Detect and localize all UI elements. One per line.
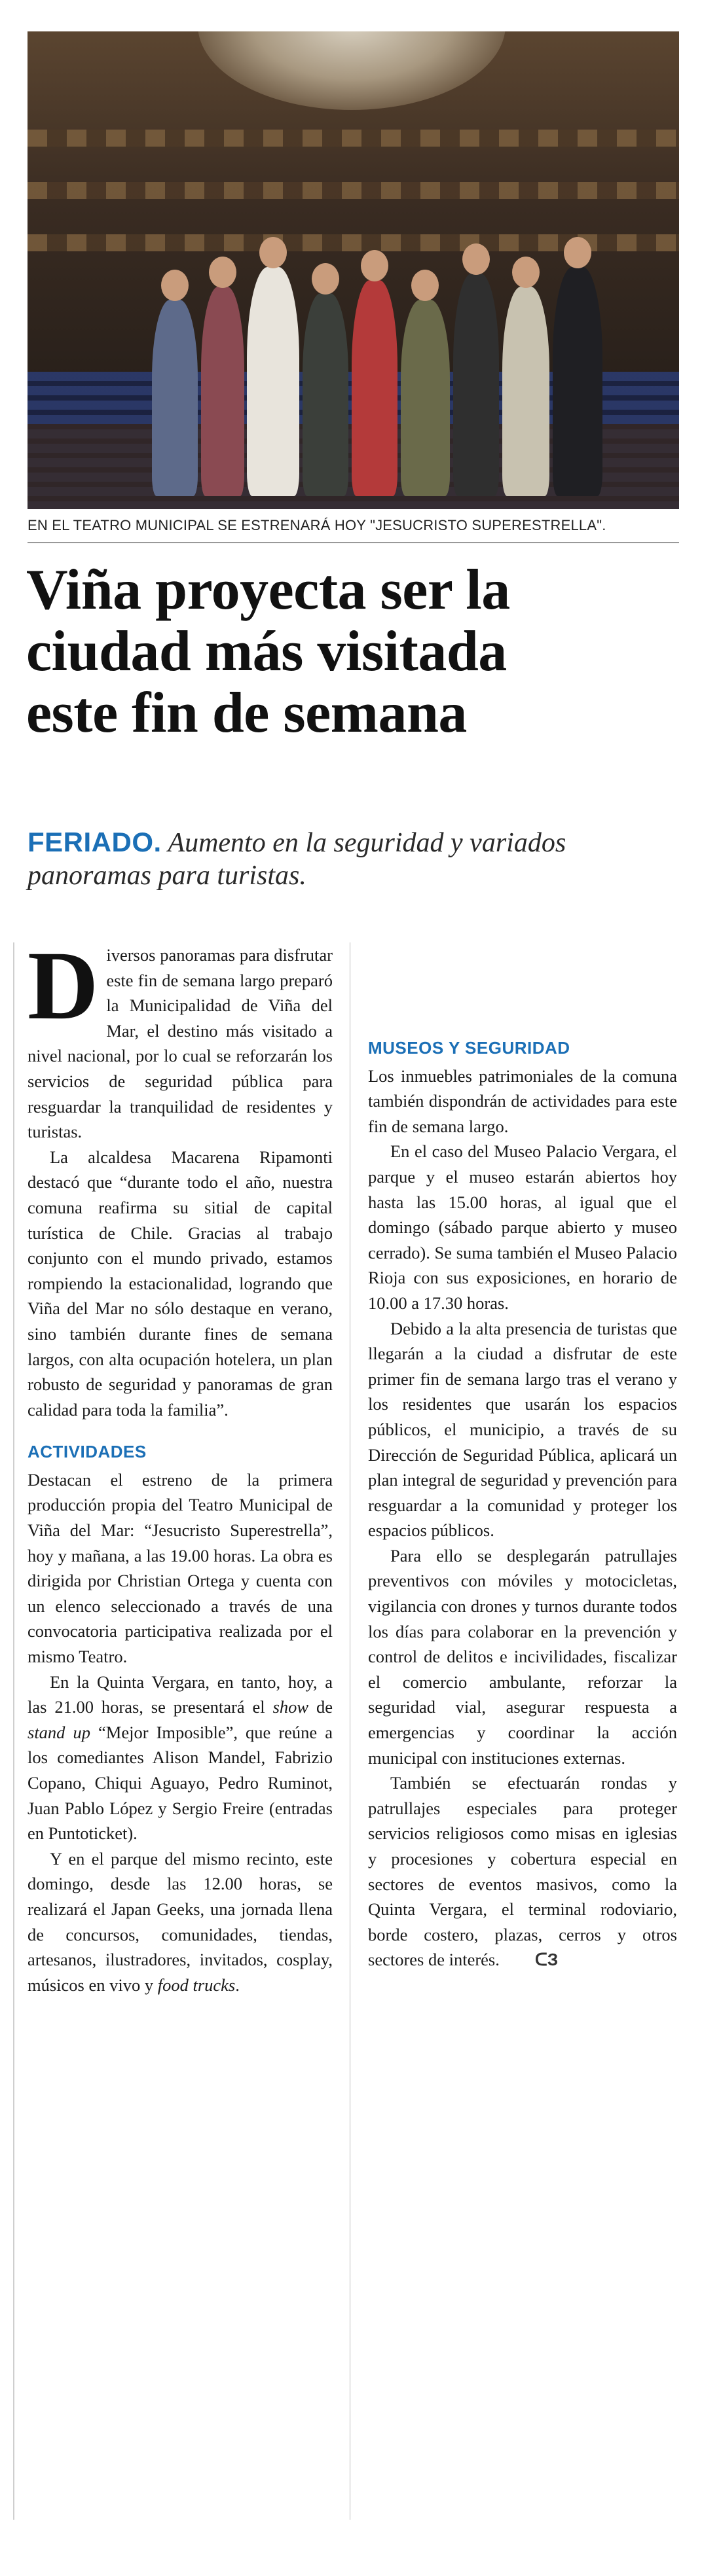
caption-rule [28, 542, 679, 543]
article-paragraph: En el caso del Museo Palacio Vergara, el parque y el museo estarán abiertos hoy hasta las 15.00 horas, al igual que el domingo (sábado parque abierto y museo cerrado). Se suma también el Museo Palacio Rioja con sus exposiciones, en horario de 10.00 a 17.30 horas. [368, 1141, 677, 1313]
cast-member [152, 300, 198, 496]
headline-line: ciudad más visitada [26, 620, 507, 683]
headline-line: este fin de semana [26, 681, 467, 745]
article-paragraph: Los inmuebles patrimoniales de la comuna también dispondrán de actividades para este fin de semana largo. [368, 1065, 677, 1136]
article-paragraph: Debido a la alta presencia de turistas que llegarán a la ciudad a disfrutar de este primer fin de semana largo tras el verano y los residentes que usarán los espacios públicos, el municipio, a través de su Dirección de Seguridad Pública, aplicará un plan integral de seguridad y prevención para resguardar a la comunidad y proteger los espacios públicos. [368, 1318, 677, 1541]
article-paragraph: En la Quinta Vergara, en tanto, hoy, a las 21.00 horas, se presentará el show de stand up “Mejor Imposible”, que reúne a los comediantes Alison Mandel, Fabrizio Copano, Chiqui Aguayo, Pedro Ruminot, Juan Pablo López y Sergio Freire (entradas en Puntoticket). [28, 1672, 333, 1844]
section-heading-actividades: ACTIVIDADES [28, 1442, 147, 1462]
article-paragraph: Diversos panoramas para disfrutar este fin de semana largo preparó la Municipalidad de Viña del Mar, el destino más visitado a nivel nacional, por lo cual se reforzarán los servicios de seguridad pública para resguardar la tranquilidad de residentes y turistas. [28, 931, 333, 1142]
headline-line: Viña proyecta ser la [26, 558, 510, 622]
cast-member [247, 267, 299, 496]
cast-group [139, 215, 637, 496]
subheadline [28, 826, 682, 892]
photo-caption: EN EL TEATRO MUNICIPAL SE ESTRENARÁ HOY "JESUCRISTO SUPERESTRELLA". [28, 517, 606, 533]
cast-member [401, 300, 450, 496]
cast-member [352, 280, 397, 496]
balcony [28, 130, 679, 147]
article-paragraph: Y en el parque del mismo recinto, este domingo, desde las 12.00 horas, se realizará el Japan Geeks, una jornada llena de concursos, comunidades, tiendas, artesanos, ilustradores, invitados, cosplay, músicos en vivo y food trucks. [28, 1848, 333, 1995]
drop-cap: D [28, 931, 99, 1040]
theater-dome [198, 31, 506, 110]
article-column-left [28, 931, 333, 1997]
cast-member [502, 287, 549, 496]
balcony [28, 182, 679, 199]
cast-member [303, 293, 348, 496]
subheadline-text: Aumento en la seguridad y variados panoramas para turistas. [28, 828, 566, 891]
section-kicker: FERIADO. [28, 827, 162, 857]
article-paragraph: La alcaldesa Macarena Ripamonti destacó que “durante todo el año, nuestra comuna reafirma su sitial de capital turística de Chile. Gracias al trabajo conjunto con el mundo privado, estamos rompiendo la estacionalidad, logrando que Viña del Mar no sólo destaque en verano, sino también durante fines de semana largos, con alta ocupación hotelera, un plan robusto de seguridad y panoramas de gran calidad para toda la familia”. [28, 1147, 333, 1420]
article-column-right [368, 919, 677, 1973]
article-paragraph: Para ello se desplegarán patrullajes preventivos con móviles y motocicletas, vigilancia con drones y turnos durante todos los días para colaborar en la prevención y control de delitos e incivilidades, fiscalizar el comercio ambulante, reforzar la seguridad vial, asegurar respuesta a emergencias y coordinar la acción municipal con instituciones externas. [368, 1545, 677, 1768]
article-paragraph: Destacan el estreno de la primera producción propia del Teatro Municipal de Viña del Mar: “Jesucristo Superestrella”, hoy y mañana, a las 19.00 horas. La obra es dirigida por Christian Ortega y cuenta con un elenco seleccionado a través de una convocatoria participativa realizada por el mismo Teatro. [28, 1469, 333, 1667]
article-paragraph: También se efectuarán rondas y patrullajes especiales para proteger servicios religiosos como misas en iglesias y procesiones y cobertura especial en sectores de eventos masivos, como la Quinta Vergara, el terminal rodoviario, borde costero, plazas, cerros y otros sectores de interés. ᑕЗ [368, 1770, 677, 1973]
cast-photo [28, 31, 679, 509]
cast-member [553, 267, 602, 496]
end-mark: ᑕЗ [534, 1950, 559, 1970]
section-heading-museos: MUSEOS Y SEGURIDAD [368, 1038, 570, 1058]
headline [26, 560, 681, 744]
cast-member [201, 287, 244, 496]
left-column-rule [13, 942, 14, 2520]
cast-member [453, 274, 499, 496]
